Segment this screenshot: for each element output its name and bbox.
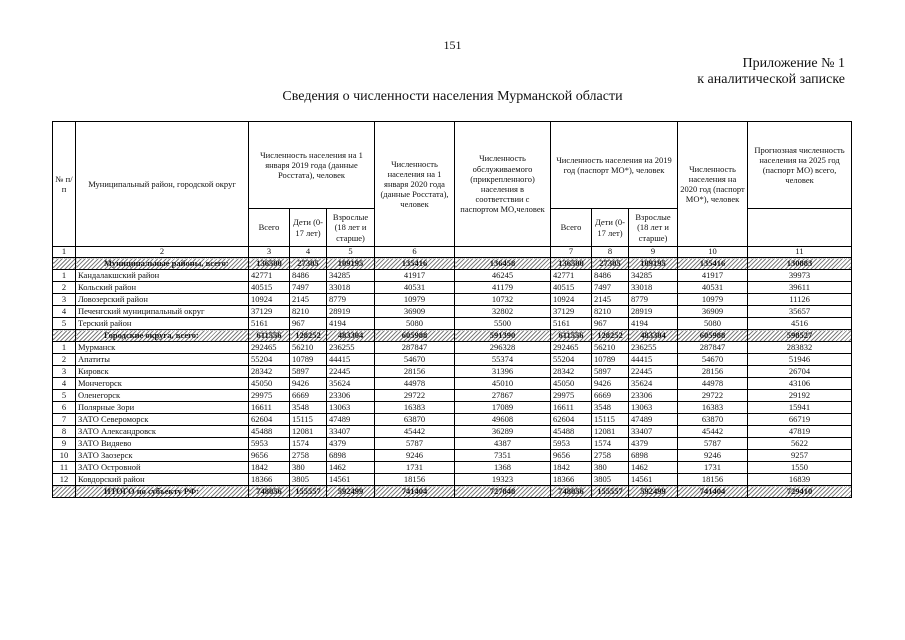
value-cell: 748056 [551, 486, 592, 498]
row-number: 3 [53, 366, 76, 378]
table-row [53, 306, 852, 318]
column-index: 6 [375, 247, 455, 258]
value-cell: 33407 [629, 426, 678, 438]
value-cell: 47819 [748, 426, 852, 438]
row-number: 6 [53, 402, 76, 414]
value-cell: 10924 [551, 294, 592, 306]
value-cell: 56210 [290, 342, 327, 354]
value-cell: 6669 [290, 390, 327, 402]
value-cell: 5080 [375, 318, 455, 330]
value-cell: 10979 [678, 294, 748, 306]
header-children: Дети (0-17 лет) [290, 209, 327, 247]
value-cell: 4194 [327, 318, 375, 330]
district-name: ЗАТО Заозерск [76, 450, 249, 462]
value-cell: 23306 [327, 390, 375, 402]
value-cell: 109195 [327, 258, 375, 270]
value-cell: 8779 [327, 294, 375, 306]
table-row [53, 318, 852, 330]
row-number: 3 [53, 294, 76, 306]
value-cell: 29192 [748, 390, 852, 402]
section-row [53, 330, 852, 342]
district-name: Кировск [76, 366, 249, 378]
value-cell: 605988 [375, 330, 455, 342]
value-cell: 15941 [748, 402, 852, 414]
table-row [53, 462, 852, 474]
value-cell: 34285 [327, 270, 375, 282]
column-index: 10 [678, 247, 748, 258]
value-cell: 136458 [455, 258, 551, 270]
header-forecast-2025: Прогнозная численность населения на 2025 год (паспорт МО) всего, человек [748, 122, 852, 209]
value-cell: 29975 [551, 390, 592, 402]
value-cell: 44978 [678, 378, 748, 390]
row-number: 9 [53, 438, 76, 450]
value-cell: 28919 [629, 306, 678, 318]
value-cell: 7497 [290, 282, 327, 294]
value-cell: 42771 [249, 270, 290, 282]
value-cell: 51946 [748, 354, 852, 366]
value-cell: 36909 [375, 306, 455, 318]
page-number: 151 [443, 38, 462, 52]
value-cell: 35624 [629, 378, 678, 390]
value-cell: 36289 [455, 426, 551, 438]
value-cell: 17089 [455, 402, 551, 414]
value-cell: 42771 [551, 270, 592, 282]
table-row [53, 390, 852, 402]
value-cell: 967 [290, 318, 327, 330]
value-cell: 45050 [249, 378, 290, 390]
value-cell: 236255 [327, 342, 375, 354]
value-cell: 26704 [748, 366, 852, 378]
value-cell: 9257 [748, 450, 852, 462]
value-cell: 741404 [678, 486, 748, 498]
value-cell: 2758 [592, 450, 629, 462]
header-adults: Взрослые (18 лет и старше) [629, 209, 678, 247]
value-cell: 47489 [629, 414, 678, 426]
value-cell: 28342 [249, 366, 290, 378]
header-forecast-empty [748, 209, 852, 247]
value-cell: 15115 [592, 414, 629, 426]
value-cell: 3548 [592, 402, 629, 414]
value-cell: 27305 [592, 258, 629, 270]
value-cell: 5953 [249, 438, 290, 450]
value-cell: 3548 [290, 402, 327, 414]
district-name: ЗАТО Александровск [76, 426, 249, 438]
value-cell: 611556 [249, 330, 290, 342]
value-cell: 14561 [327, 474, 375, 486]
value-cell: 136500 [249, 258, 290, 270]
value-cell: 35624 [327, 378, 375, 390]
table-row [53, 282, 852, 294]
row-number: 10 [53, 450, 76, 462]
value-cell: 10789 [592, 354, 629, 366]
value-cell: 54670 [375, 354, 455, 366]
value-cell: 41917 [678, 270, 748, 282]
value-cell: 2145 [592, 294, 629, 306]
value-cell: 28919 [327, 306, 375, 318]
district-name: Ловозерский район [76, 294, 249, 306]
value-cell: 605988 [678, 330, 748, 342]
value-cell: 13063 [629, 402, 678, 414]
value-cell: 16611 [249, 402, 290, 414]
header-total: Всего [249, 209, 290, 247]
value-cell: 1462 [629, 462, 678, 474]
value-cell: 287847 [678, 342, 748, 354]
value-cell: 591390 [455, 330, 551, 342]
value-cell: 5787 [678, 438, 748, 450]
district-name: ИТОГО по субъекту РФ: [76, 486, 249, 498]
district-name: Оленегорск [76, 390, 249, 402]
value-cell: 5622 [748, 438, 852, 450]
value-cell: 45488 [249, 426, 290, 438]
header-district: Муниципальный район, городской округ [76, 122, 249, 247]
column-index-row [53, 247, 852, 258]
value-cell: 45010 [455, 378, 551, 390]
value-cell: 292465 [551, 342, 592, 354]
value-cell: 9426 [592, 378, 629, 390]
value-cell: 287847 [375, 342, 455, 354]
row-number: 1 [53, 270, 76, 282]
value-cell: 12081 [592, 426, 629, 438]
value-cell: 4379 [629, 438, 678, 450]
column-index: 4 [290, 247, 327, 258]
row-number: 12 [53, 474, 76, 486]
value-cell: 5161 [551, 318, 592, 330]
value-cell: 47489 [327, 414, 375, 426]
row-number: 2 [53, 282, 76, 294]
value-cell: 63870 [678, 414, 748, 426]
value-cell: 45442 [678, 426, 748, 438]
value-cell: 6898 [629, 450, 678, 462]
value-cell: 3805 [592, 474, 629, 486]
value-cell: 9246 [678, 450, 748, 462]
document-title: Сведения о численности населения Мурманской области [282, 89, 623, 104]
value-cell: 29722 [375, 390, 455, 402]
value-cell: 483304 [327, 330, 375, 342]
value-cell: 18366 [551, 474, 592, 486]
value-cell: 49608 [455, 414, 551, 426]
value-cell: 16383 [678, 402, 748, 414]
value-cell: 4516 [748, 318, 852, 330]
value-cell: 40515 [551, 282, 592, 294]
value-cell: 22445 [327, 366, 375, 378]
table-row [53, 354, 852, 366]
value-cell: 22445 [629, 366, 678, 378]
value-cell: 40515 [249, 282, 290, 294]
value-cell: 135416 [678, 258, 748, 270]
value-cell: 5953 [551, 438, 592, 450]
value-cell: 483304 [629, 330, 678, 342]
value-cell: 7351 [455, 450, 551, 462]
value-cell: 5161 [249, 318, 290, 330]
value-cell: 29975 [249, 390, 290, 402]
value-cell: 135416 [375, 258, 455, 270]
value-cell: 33018 [327, 282, 375, 294]
header-children: Дети (0-17 лет) [592, 209, 629, 247]
header-passport-2019: Численность населения на 2019 год (паспорт МО*), человек [551, 122, 678, 209]
value-cell: 1462 [327, 462, 375, 474]
value-cell: 10924 [249, 294, 290, 306]
header-served: Численность обслуживаемого (прикрепленного) населения в соответствии с паспортом МО,человек [455, 122, 551, 247]
value-cell: 40531 [375, 282, 455, 294]
value-cell: 37129 [249, 306, 290, 318]
value-cell: 128252 [592, 330, 629, 342]
district-name: ЗАТО Видяево [76, 438, 249, 450]
value-cell: 5787 [375, 438, 455, 450]
value-cell: 28342 [551, 366, 592, 378]
row-number: 7 [53, 414, 76, 426]
value-cell: 1550 [748, 462, 852, 474]
value-cell: 741404 [375, 486, 455, 498]
value-cell: 10979 [375, 294, 455, 306]
value-cell: 27867 [455, 390, 551, 402]
row-number [53, 486, 76, 498]
value-cell: 16611 [551, 402, 592, 414]
section-row [53, 258, 852, 270]
value-cell: 18156 [678, 474, 748, 486]
value-cell: 39973 [748, 270, 852, 282]
value-cell: 44415 [629, 354, 678, 366]
value-cell: 66719 [748, 414, 852, 426]
table-row [53, 270, 852, 282]
value-cell: 155557 [592, 486, 629, 498]
value-cell: 9246 [375, 450, 455, 462]
value-cell: 8210 [592, 306, 629, 318]
value-cell: 10789 [290, 354, 327, 366]
value-cell: 11126 [748, 294, 852, 306]
value-cell: 19323 [455, 474, 551, 486]
value-cell: 29722 [678, 390, 748, 402]
value-cell: 16383 [375, 402, 455, 414]
appendix-line-2: к аналитической записке [697, 72, 845, 87]
value-cell: 109195 [629, 258, 678, 270]
value-cell: 380 [290, 462, 327, 474]
value-cell: 1731 [375, 462, 455, 474]
district-name: Ковдорский район [76, 474, 249, 486]
value-cell: 6898 [327, 450, 375, 462]
district-name: Печенгский муниципальный округ [76, 306, 249, 318]
value-cell: 2145 [290, 294, 327, 306]
district-name: Апатиты [76, 354, 249, 366]
row-number: 4 [53, 378, 76, 390]
table-row [53, 414, 852, 426]
value-cell: 130883 [748, 258, 852, 270]
value-cell: 236255 [629, 342, 678, 354]
column-index: 11 [748, 247, 852, 258]
header-total: Всего [551, 209, 592, 247]
value-cell: 592499 [327, 486, 375, 498]
value-cell: 18366 [249, 474, 290, 486]
value-cell: 8210 [290, 306, 327, 318]
value-cell: 611556 [551, 330, 592, 342]
value-cell: 7497 [592, 282, 629, 294]
value-cell: 31396 [455, 366, 551, 378]
value-cell: 748056 [249, 486, 290, 498]
table-row [53, 294, 852, 306]
row-number [53, 258, 76, 270]
table-row [53, 426, 852, 438]
row-number: 5 [53, 318, 76, 330]
value-cell: 55204 [551, 354, 592, 366]
row-number: 4 [53, 306, 76, 318]
value-cell: 10732 [455, 294, 551, 306]
column-index: 7 [551, 247, 592, 258]
table-row [53, 342, 852, 354]
value-cell: 34285 [629, 270, 678, 282]
value-cell: 18156 [375, 474, 455, 486]
value-cell: 1574 [290, 438, 327, 450]
table-row [53, 378, 852, 390]
value-cell: 592499 [629, 486, 678, 498]
row-number: 2 [53, 354, 76, 366]
value-cell: 28156 [375, 366, 455, 378]
value-cell: 5897 [290, 366, 327, 378]
population-table [52, 121, 852, 498]
value-cell: 41179 [455, 282, 551, 294]
header-rosstat-2019: Численность населения на 1 января 2019 года (данные Росстата), человек [249, 122, 375, 209]
column-index: 3 [249, 247, 290, 258]
value-cell: 3805 [290, 474, 327, 486]
value-cell: 13063 [327, 402, 375, 414]
district-name: Терский район [76, 318, 249, 330]
value-cell: 62604 [249, 414, 290, 426]
value-cell: 44415 [327, 354, 375, 366]
value-cell: 9426 [290, 378, 327, 390]
value-cell: 40531 [678, 282, 748, 294]
value-cell: 28156 [678, 366, 748, 378]
value-cell: 44978 [375, 378, 455, 390]
value-cell: 41917 [375, 270, 455, 282]
column-index: 9 [629, 247, 678, 258]
value-cell: 16839 [748, 474, 852, 486]
value-cell: 43106 [748, 378, 852, 390]
row-number: 1 [53, 342, 76, 354]
table-row [53, 402, 852, 414]
value-cell: 46245 [455, 270, 551, 282]
district-name: Городские округа, всего: [76, 330, 249, 342]
row-number: 11 [53, 462, 76, 474]
value-cell: 9656 [551, 450, 592, 462]
value-cell: 8486 [592, 270, 629, 282]
value-cell: 1842 [249, 462, 290, 474]
district-name: Мурманск [76, 342, 249, 354]
header-passport-2020: Численность населения на 2020 год (паспорт МО*), человек [678, 122, 748, 247]
value-cell: 4387 [455, 438, 551, 450]
value-cell: 5897 [592, 366, 629, 378]
district-name: Мончегорск [76, 378, 249, 390]
value-cell: 55374 [455, 354, 551, 366]
district-name: ЗАТО Североморск [76, 414, 249, 426]
value-cell: 136500 [551, 258, 592, 270]
value-cell: 9656 [249, 450, 290, 462]
table-row [53, 474, 852, 486]
district-name: ЗАТО Островной [76, 462, 249, 474]
appendix-line-1: Приложение № 1 [742, 56, 845, 71]
value-cell: 45050 [551, 378, 592, 390]
district-name: Полярные Зори [76, 402, 249, 414]
value-cell: 598527 [748, 330, 852, 342]
header-num: № п/п [53, 122, 76, 247]
value-cell: 36909 [678, 306, 748, 318]
value-cell: 15115 [290, 414, 327, 426]
value-cell: 292465 [249, 342, 290, 354]
column-index: 1 [53, 247, 76, 258]
value-cell: 1842 [551, 462, 592, 474]
value-cell: 8779 [629, 294, 678, 306]
value-cell: 155557 [290, 486, 327, 498]
district-name: Кольский район [76, 282, 249, 294]
value-cell: 56210 [592, 342, 629, 354]
value-cell: 4379 [327, 438, 375, 450]
header-adults: Взрослые (18 лет и старше) [327, 209, 375, 247]
value-cell: 12081 [290, 426, 327, 438]
value-cell: 8486 [290, 270, 327, 282]
district-name: Муниципальные районы, всего: [76, 258, 249, 270]
value-cell: 283832 [748, 342, 852, 354]
value-cell: 6669 [592, 390, 629, 402]
value-cell: 5500 [455, 318, 551, 330]
value-cell: 62604 [551, 414, 592, 426]
table-row [53, 450, 852, 462]
column-index: 8 [592, 247, 629, 258]
value-cell: 33407 [327, 426, 375, 438]
row-number [53, 330, 76, 342]
value-cell: 14561 [629, 474, 678, 486]
header-rosstat-2020: Численность населения на 1 января 2020 года (данные Росстата), человек [375, 122, 455, 247]
value-cell: 1574 [592, 438, 629, 450]
value-cell: 967 [592, 318, 629, 330]
value-cell: 45488 [551, 426, 592, 438]
column-index [455, 247, 551, 258]
value-cell: 33018 [629, 282, 678, 294]
value-cell: 45442 [375, 426, 455, 438]
table-row [53, 366, 852, 378]
value-cell: 727848 [455, 486, 551, 498]
column-index: 5 [327, 247, 375, 258]
value-cell: 55204 [249, 354, 290, 366]
value-cell: 296328 [455, 342, 551, 354]
value-cell: 27305 [290, 258, 327, 270]
value-cell: 729410 [748, 486, 852, 498]
row-number: 8 [53, 426, 76, 438]
value-cell: 128252 [290, 330, 327, 342]
column-index: 2 [76, 247, 249, 258]
value-cell: 37129 [551, 306, 592, 318]
table-row [53, 438, 852, 450]
value-cell: 1368 [455, 462, 551, 474]
value-cell: 54670 [678, 354, 748, 366]
value-cell: 5080 [678, 318, 748, 330]
value-cell: 23306 [629, 390, 678, 402]
value-cell: 2758 [290, 450, 327, 462]
value-cell: 380 [592, 462, 629, 474]
value-cell: 35657 [748, 306, 852, 318]
value-cell: 39611 [748, 282, 852, 294]
section-row [53, 486, 852, 498]
value-cell: 32802 [455, 306, 551, 318]
value-cell: 1731 [678, 462, 748, 474]
district-name: Кандалакшский район [76, 270, 249, 282]
value-cell: 63870 [375, 414, 455, 426]
row-number: 5 [53, 390, 76, 402]
value-cell: 4194 [629, 318, 678, 330]
